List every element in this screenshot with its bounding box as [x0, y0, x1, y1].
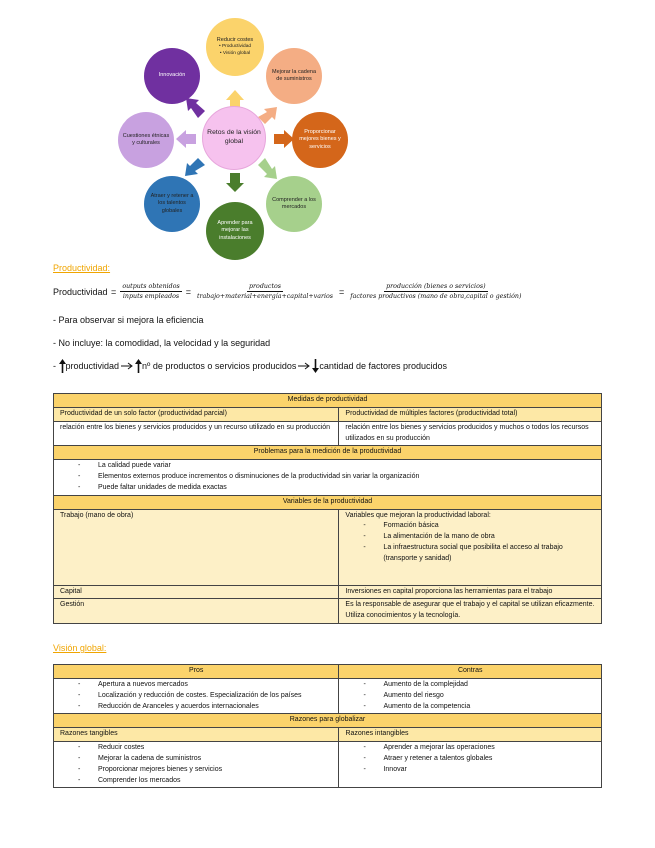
header-razones: Razones para globalizar [54, 714, 602, 728]
fraction-denominator: trabajo+material+energía+capital+varios [197, 293, 334, 300]
header-variables: Variables de la productividad [54, 495, 602, 509]
list-item: - Localización y reducción de costes. Especialización de los países [78, 691, 332, 702]
equals-sign: = [185, 286, 192, 297]
retos-diagram [110, 18, 360, 260]
list-item: - Aumento del riesgo [363, 691, 595, 702]
col-un-solo-factor: Productividad de un solo factor (productividad parcial) [54, 407, 339, 421]
section-title-vision-global: Visión global: [53, 643, 107, 653]
list-item: - Puede faltar unidades de medida exactas [78, 483, 595, 494]
fraction-numerator: outputs obtenidos [122, 283, 180, 290]
list-item: - Innovar [363, 765, 595, 776]
factores-term: cantidad de factores producidos [319, 361, 448, 371]
node-reducir-costes [206, 18, 264, 76]
node-atraer-talentos [144, 176, 200, 232]
center-label: Retos de la visión global [207, 129, 261, 145]
node-cadena-label: Mejorar la cadena de suministros [271, 68, 317, 82]
list-item: - Reducir costes [78, 743, 332, 754]
trabajo-list [345, 521, 595, 564]
note-relacion [53, 359, 447, 373]
list-item: - Atraer y retener a talentos globales [363, 754, 595, 765]
header-medidas: Medidas de productividad [54, 394, 602, 408]
desc-un-solo-factor: relación entre los bienes y servicios producidos y un recurso utilizado en su producción [54, 421, 339, 446]
note-eficiencia: - Para observar si mejora la eficiencia [53, 315, 204, 325]
productividad-term: productividad [65, 361, 120, 371]
dash-text: - [53, 361, 59, 371]
node-comprender-label: Comprender a los mercados [272, 196, 316, 210]
node-atraer-label: Atraer y retener a los talentos globales [150, 193, 194, 214]
arrow-right [274, 130, 294, 148]
fraction-denominator: inputs empleados [122, 293, 180, 300]
list-item: • Visión global [219, 50, 251, 56]
list-item: • Productividad [218, 44, 252, 50]
list-item: - Aumento de la complejidad [363, 680, 595, 691]
arrow-down-left [185, 158, 205, 176]
pros-list [60, 680, 332, 713]
gestion-text: Es la responsable de asegurar que el trabajo y el capital se utilizan eficazmente. Utiliza conocimientos y la tecnología. [339, 599, 602, 624]
list-item: - Formación básica [363, 521, 595, 532]
arrow-down-icon [312, 359, 319, 373]
fraction-numerator: productos [249, 283, 282, 290]
tangibles-label: Razones tangibles [54, 728, 339, 742]
header-pros: Pros [54, 665, 339, 679]
intangibles-list [345, 743, 595, 776]
capital-label: Capital [54, 585, 339, 599]
col-multiples-factores: Productividad de múltiples factores (productividad total) [339, 407, 602, 421]
section-title-productividad: Productividad: [53, 263, 111, 273]
problemas-cell [54, 460, 602, 496]
node-innovacion [144, 48, 200, 104]
arrow-up-icon [59, 359, 66, 373]
tangibles-cell [54, 742, 339, 788]
table-medidas-productividad [53, 393, 602, 624]
node-aprender-label: Aprender para mejorar las instalaciones [217, 220, 253, 241]
equals-sign: = [339, 286, 345, 297]
list-item: - Elementos externos produce incrementos o disminuciones de la productividad sin variar la organización [78, 472, 595, 483]
intangibles-label: Razones intangibles [339, 728, 602, 742]
list-item: - Proporcionar mejores bienes y servicios [78, 765, 332, 776]
node-cadena-suministros [266, 48, 322, 104]
pros-cell [54, 678, 339, 714]
list-item: - Comprender los mercados [78, 776, 332, 787]
list-item: - Mejorar la cadena de suministros [78, 754, 332, 765]
arrow-left [176, 130, 196, 148]
arrow-right-icon [298, 362, 310, 370]
note-no-incluye: - No incluye: la comodidad, la velocidad y la seguridad [53, 338, 271, 348]
productos-term: nº de productos o servicios producidos [142, 361, 297, 371]
productividad-formula [53, 283, 526, 300]
list-item: - Apertura a nuevos mercados [78, 680, 332, 691]
capital-text: Inversiones en capital proporciona las herramientas para el trabajo [339, 585, 602, 599]
list-item: - Reducción de Aranceles y acuerdos internacionales [78, 702, 332, 713]
node-reducir-costes-title: Reducir costes [216, 37, 254, 44]
equals-sign: = [108, 286, 117, 297]
arrow-up-left [186, 98, 205, 118]
trabajo-cell [339, 509, 602, 585]
list-item: - La infraestructura social que posibilita el acceso al trabajo (transporte y sanidad) [363, 543, 595, 565]
node-cuestiones-culturales [118, 112, 174, 168]
list-item: - Aprender a mejorar las operaciones [363, 743, 595, 754]
header-contras: Contras [339, 665, 602, 679]
fraction-denominator: factores productivos (mano de obra,capital o gestión) [350, 293, 522, 300]
node-aprender-instalaciones [206, 202, 264, 260]
trabajo-label: Trabajo (mano de obra) [54, 509, 339, 585]
node-comprender-mercados [266, 176, 322, 232]
desc-multiples-factores: relación entre los bienes y servicios producidos y muchos o todos los recursos utilizados en su producción [339, 421, 602, 446]
node-cuestiones-label: Cuestiones étnicas y culturales [122, 132, 170, 146]
list-item: - Aumento de la competencia [363, 702, 595, 713]
node-mejores-bienes-label: Proporcionar mejores bienes y servicios [299, 129, 341, 150]
arrow-right-icon [121, 362, 133, 370]
intangibles-cell [339, 742, 602, 788]
header-problemas: Problemas para la medición de la productividad [54, 446, 602, 460]
arrow-down [226, 173, 244, 192]
list-item: - La calidad puede variar [78, 461, 595, 472]
node-center [202, 106, 266, 170]
node-innovacion-label: Innovación [158, 72, 186, 79]
formula-label: Productividad [53, 286, 108, 297]
tangibles-list [60, 743, 332, 786]
fraction-productos [195, 283, 335, 300]
trabajo-intro: Variables que mejoran la productividad laboral: [345, 511, 491, 519]
list-item: - La alimentación de la mano de obra [363, 532, 595, 543]
node-reducir-costes-list [219, 44, 251, 56]
node-mejores-bienes [292, 112, 348, 168]
table-vision-global [53, 664, 602, 788]
gestion-label: Gestión [54, 599, 339, 624]
arrow-up-icon [135, 359, 142, 373]
fraction-numerator: producción (bienes o servicios) [386, 283, 486, 290]
arrow-down-right [258, 158, 277, 179]
problemas-list [60, 461, 595, 494]
fraction-produccion [348, 283, 523, 300]
contras-list [345, 680, 595, 713]
contras-cell [339, 678, 602, 714]
fraction-outputs [120, 283, 181, 300]
